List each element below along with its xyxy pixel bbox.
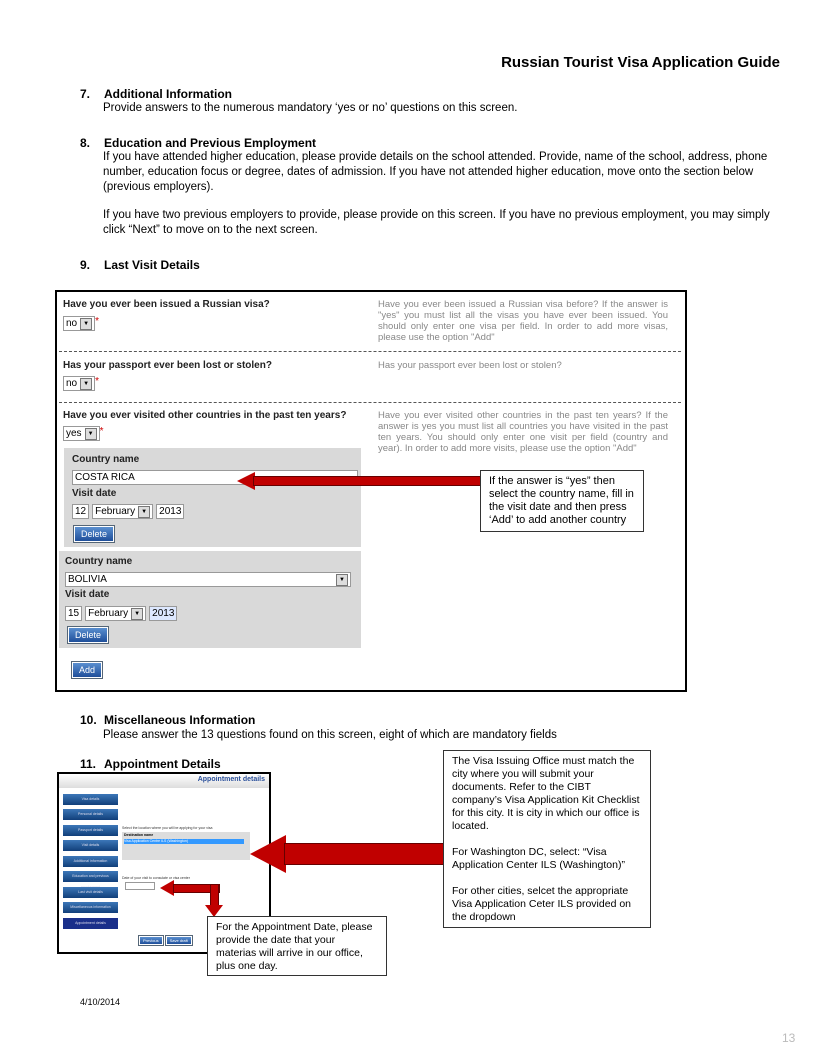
section-8-para-2: If you have two previous employers to provide, please provide on this screen. If you have no previous employment, you may simply click “Next” to move on to the next screen.: [103, 209, 770, 236]
location-prompt: Select the location where you will be applying for your visa: [122, 826, 213, 830]
save-draft-button[interactable]: Save draft: [166, 936, 192, 945]
nav-education-employment[interactable]: Education and previous: [63, 871, 118, 882]
office-callout-para: The Visa Issuing Office must match the city where you will submit your documents. Refer to the CIBT company’s Visa Application Kit Checklist for this city. It is city in which our office is located.: [452, 755, 640, 832]
q-passport-lost-label: Has your passport ever been lost or stolen?: [63, 360, 272, 371]
chevron-down-icon: ▼: [131, 608, 143, 620]
nav-passport-details[interactable]: Passport details: [63, 825, 118, 836]
arrow-left-icon: [250, 835, 286, 873]
section-10-heading: 10. Miscellaneous Information: [80, 713, 256, 727]
divider: [59, 351, 681, 352]
section-10-text: Please answer the 13 questions found on this screen, eight of which are mandatory fields: [103, 729, 557, 741]
date-prompt: Date of your visit to consulate or visa center: [122, 876, 190, 880]
q-russian-visa-label: Have you ever been issued a Russian visa?: [63, 299, 270, 310]
page-number: 13: [782, 1031, 796, 1045]
visit-entry-1: [64, 448, 361, 547]
section-8-heading: 8. Education and Previous Employment: [80, 136, 317, 150]
year-input[interactable]: 2013: [156, 504, 184, 519]
destination-select[interactable]: Visa Application Centre ILS (Washington): [124, 839, 244, 844]
q-russian-visa-help: Have you ever been issued a Russian visa before? If the answer is "yes" you must list all the visas you have ever been issued. You should only enter one visa per field. In order to add more visas, please use the option "Add": [378, 299, 668, 343]
nav-visit-details[interactable]: Visit details: [63, 840, 118, 851]
q-russian-visa-select[interactable]: no ▼ *: [63, 316, 99, 331]
visit-entry-2: [59, 551, 361, 648]
section-7-heading: 7. Additional Information: [80, 87, 232, 101]
section-9-heading: 9. Last Visit Details: [80, 258, 200, 272]
footer-date: 4/10/2014: [80, 997, 121, 1007]
day-input[interactable]: 15: [65, 606, 82, 621]
q-visited-countries-help: Have you ever visited other countries in the past ten years? If the answer is yes you must list all countries you have visited in the past ten years. You should only enter one visit per field (country and year). In order to add more visits, please use the option "Add": [378, 410, 668, 454]
chevron-down-icon: ▼: [85, 428, 97, 440]
destination-label: Destination name: [124, 833, 154, 837]
date-callout: For the Appointment Date, please provide the date that your materias will arrive in our office, plus one day.: [207, 916, 387, 976]
section-11-heading: 11. Appointment Details: [80, 757, 221, 771]
visit-date-fields: [72, 504, 184, 519]
q-passport-lost-help: Has your passport ever been lost or stolen?: [378, 360, 562, 371]
visit-callout: If the answer is “yes” then select the country name, fill in the visit date and then press ‘Add’ to add another country: [480, 470, 644, 532]
q-visited-countries-select[interactable]: yes ▼ *: [63, 426, 103, 441]
page-header-title: Russian Tourist Visa Application Guide: [501, 54, 780, 71]
country-name-label: Country name: [65, 556, 133, 567]
arrow-shaft: [253, 476, 485, 486]
office-callout: [443, 750, 651, 928]
required-star: *: [95, 316, 100, 327]
month-select[interactable]: February ▼: [92, 504, 153, 519]
visit-date-label: Visit date: [72, 488, 117, 499]
appointment-buttons: [139, 936, 192, 945]
add-button[interactable]: Add: [72, 662, 102, 678]
office-callout-para: For Washington DC, select: “Visa Application Center ILS (Washington)”: [452, 846, 625, 871]
section-8-para-1: If you have attended higher education, please provide details on the school attended. Provide, name of the school, address, phone number, education focus or degree, dates of admission. If you have not attended higher education, move onto the section below (previous employers).: [103, 151, 768, 193]
nav-additional-information[interactable]: Additional information: [63, 856, 118, 867]
country-select[interactable]: BOLIVIA ▼: [65, 572, 351, 587]
visit-date-label: Visit date: [65, 589, 110, 600]
chevron-down-icon: ▼: [336, 574, 348, 586]
nav-last-visit-details[interactable]: Last visit details: [63, 887, 118, 898]
day-input[interactable]: 12: [72, 504, 89, 519]
divider: [59, 402, 681, 403]
arrow-left-icon: [160, 880, 174, 896]
previous-button[interactable]: Previous: [139, 936, 163, 945]
section-7-text: Provide answers to the numerous mandatory ‘yes or no’ questions on this screen.: [103, 102, 518, 114]
nav-miscellaneous[interactable]: Miscellaneous information: [63, 902, 118, 913]
delete-button[interactable]: Delete: [74, 526, 114, 542]
nav-appointment-details[interactable]: Appointment details: [63, 918, 118, 929]
q-visited-countries-label: Have you ever visited other countries in the past ten years?: [63, 410, 347, 421]
destination-panel: [122, 832, 250, 860]
country-name-label: Country name: [72, 454, 140, 465]
required-star: *: [99, 426, 104, 437]
nav-personal-details[interactable]: Personal details: [63, 809, 118, 820]
appointment-title: Appointment details: [197, 776, 265, 783]
delete-button[interactable]: Delete: [68, 627, 108, 643]
country-select[interactable]: COSTA RICA: [72, 470, 358, 485]
office-callout-para: For other cities, selcet the appropriate Visa Application Ceter ILS provided on the dropdown: [452, 885, 632, 923]
month-select[interactable]: February ▼: [85, 606, 146, 621]
last-visit-screenshot: [55, 290, 687, 692]
q-passport-lost-select[interactable]: no ▼ *: [63, 376, 99, 391]
required-star: *: [95, 376, 100, 387]
date-select[interactable]: [125, 882, 155, 890]
chevron-down-icon: ▼: [80, 378, 92, 390]
visit-date-fields: [65, 606, 177, 621]
chevron-down-icon: ▼: [138, 506, 150, 518]
nav-visa-details[interactable]: Visa details: [63, 794, 118, 805]
appointment-titlebar: [59, 774, 269, 788]
chevron-down-icon: ▼: [80, 318, 92, 330]
year-input[interactable]: 2013: [149, 606, 177, 621]
arrow-shaft: [284, 843, 446, 865]
